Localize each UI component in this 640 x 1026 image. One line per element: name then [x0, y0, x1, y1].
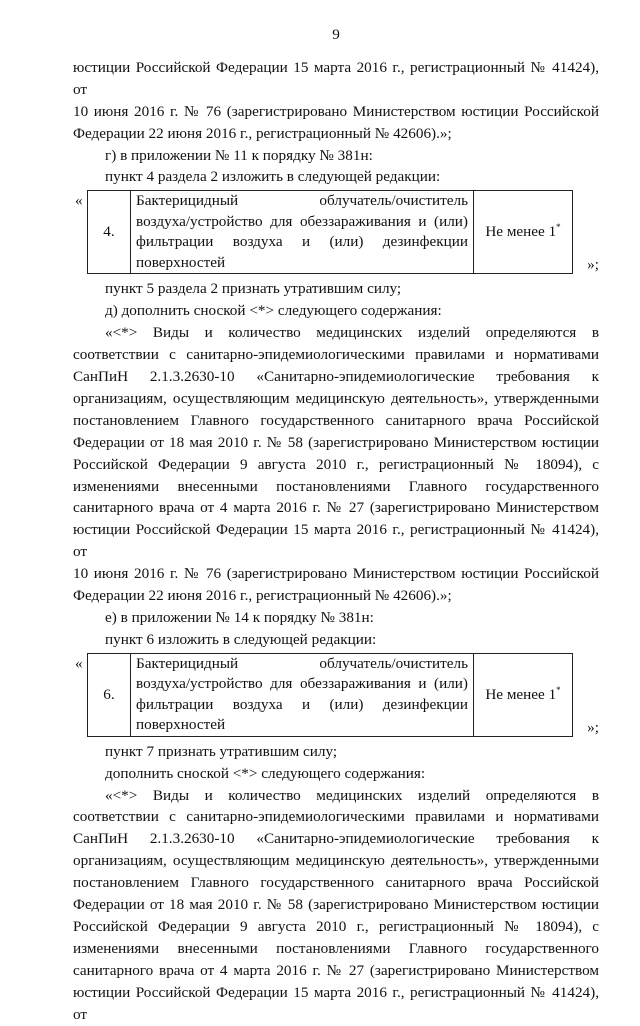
text-line: Федерации 22 июня 2016 г., регистрационный № 42606).»;: [73, 124, 452, 142]
name-line: поверхностей: [136, 253, 226, 271]
name-line: воздуха/устройство для обеззараживания и (или): [136, 675, 468, 693]
text-line: санитарного врача от 4 марта 2016 г. № 27 (зарегистрировано Министерством: [73, 499, 599, 517]
document-page: [73, 24, 599, 1026]
item-e-point7: пункт 7 признать утратившим силу;: [105, 742, 338, 760]
page-number: 9: [332, 26, 340, 43]
text-line: «<*> Виды и количество медицинских изделий определяются в: [105, 786, 599, 804]
footnote-2: [73, 785, 599, 1026]
row-number: 4.: [88, 191, 131, 274]
table-row: [88, 653, 573, 736]
equipment-name: [131, 653, 474, 736]
item-e-point6: пункт 6 изложить в следующей редакции:: [105, 630, 377, 648]
table-row: [88, 191, 573, 274]
text-line: 10 июня 2016 г. № 76 (зарегистрировано Министерством юстиции Российской: [73, 102, 599, 120]
text-line: «<*> Виды и количество медицинских изделий определяются в: [105, 324, 599, 342]
text-line: санитарного врача от 4 марта 2016 г. № 27 (зарегистрировано Министерством: [73, 961, 599, 979]
equipment-quantity: [474, 653, 573, 736]
item-g: г) в приложении № 11 к порядку № 381н:: [105, 146, 373, 164]
text-line: постановлением Главного государственного санитарного врача Российской: [73, 874, 599, 892]
quantity-text: Не менее 1: [485, 223, 557, 241]
text-line: постановлением Главного государственного санитарного врача Российской: [73, 411, 599, 429]
text-line: организациям, осуществляющим медицинскую деятельность», утвержденными: [73, 389, 599, 407]
text-line: организациям, осуществляющим медицинскую деятельность», утвержденными: [73, 852, 599, 870]
name-line: фильтрации воздуха и (или) дезинфекции: [136, 233, 468, 251]
text-line: Федерации от 18 мая 2010 г. № 58 (зарегистрировано Министерством юстиции: [73, 896, 599, 914]
equipment-table: [87, 190, 573, 274]
quote-close: »;: [587, 718, 599, 736]
text-line: Российской Федерации 9 августа 2010 г., регистрационный № 18094), с: [73, 455, 599, 473]
item-g-point4: пункт 4 раздела 2 изложить в следующей редакции:: [105, 168, 441, 186]
text-line: юстиции Российской Федерации 15 марта 2016 г., регистрационный № 41424), от: [73, 521, 599, 561]
inserted-table-1: [73, 190, 599, 274]
text-line: 10 июня 2016 г. № 76 (зарегистрировано Министерством юстиции Российской: [73, 565, 599, 583]
quote-close: »;: [587, 256, 599, 274]
name-line: фильтрации воздуха и (или) дезинфекции: [136, 695, 468, 713]
quote-open: «: [75, 192, 83, 210]
text-line: изменениями внесенными постановлениями Главного государственного: [73, 477, 599, 495]
text-line: юстиции Российской Федерации 15 марта 2016 г., регистрационный № 41424), от: [73, 58, 599, 98]
footnote-mark: *: [556, 684, 561, 695]
quantity-text: Не менее 1: [485, 685, 557, 703]
text-line: СанПиН 2.1.3.2630-10 «Санитарно-эпидемиологические требования к: [73, 367, 599, 385]
item-e: е) в приложении № 14 к порядку № 381н:: [105, 608, 374, 626]
text-line: соответствии с санитарно-эпидемиологическими правилами и нормативами: [73, 346, 599, 364]
text-line: СанПиН 2.1.3.2630-10 «Санитарно-эпидемиологические требования к: [73, 830, 599, 848]
text-line: Федерации от 18 мая 2010 г. № 58 (зарегистрировано Министерством юстиции: [73, 433, 599, 451]
footnote-mark: *: [556, 222, 561, 233]
item-e-footnote-intro: дополнить сноской <*> следующего содержания:: [105, 764, 426, 782]
text-line: соответствии с санитарно-эпидемиологическими правилами и нормативами: [73, 808, 599, 826]
row-number: 6.: [88, 653, 131, 736]
paragraph-continuation: [73, 57, 599, 145]
text-line: изменениями внесенными постановлениями Главного государственного: [73, 939, 599, 957]
name-line: поверхностей: [136, 716, 226, 734]
item-d: д) дополнить сноской <*> следующего содержания:: [105, 302, 442, 320]
inserted-table-2: [73, 653, 599, 737]
footnote-1: [73, 322, 599, 607]
name-line: Бактерицидный облучатель/очиститель: [136, 192, 468, 210]
quote-open: «: [75, 654, 83, 672]
equipment-name: [131, 191, 474, 274]
text-line: Российской Федерации 9 августа 2010 г., регистрационный № 18094), с: [73, 918, 599, 935]
item-g-point5: пункт 5 раздела 2 признать утратившим силу;: [105, 280, 402, 298]
equipment-table: [87, 653, 573, 737]
text-line: юстиции Российской Федерации 15 марта 2016 г., регистрационный № 41424), от: [73, 983, 599, 1023]
name-line: воздуха/устройство для обеззараживания и (или): [136, 212, 468, 230]
equipment-quantity: [474, 191, 573, 274]
name-line: Бактерицидный облучатель/очиститель: [136, 654, 468, 672]
text-line: Федерации 22 июня 2016 г., регистрационный № 42606).»;: [73, 587, 452, 605]
